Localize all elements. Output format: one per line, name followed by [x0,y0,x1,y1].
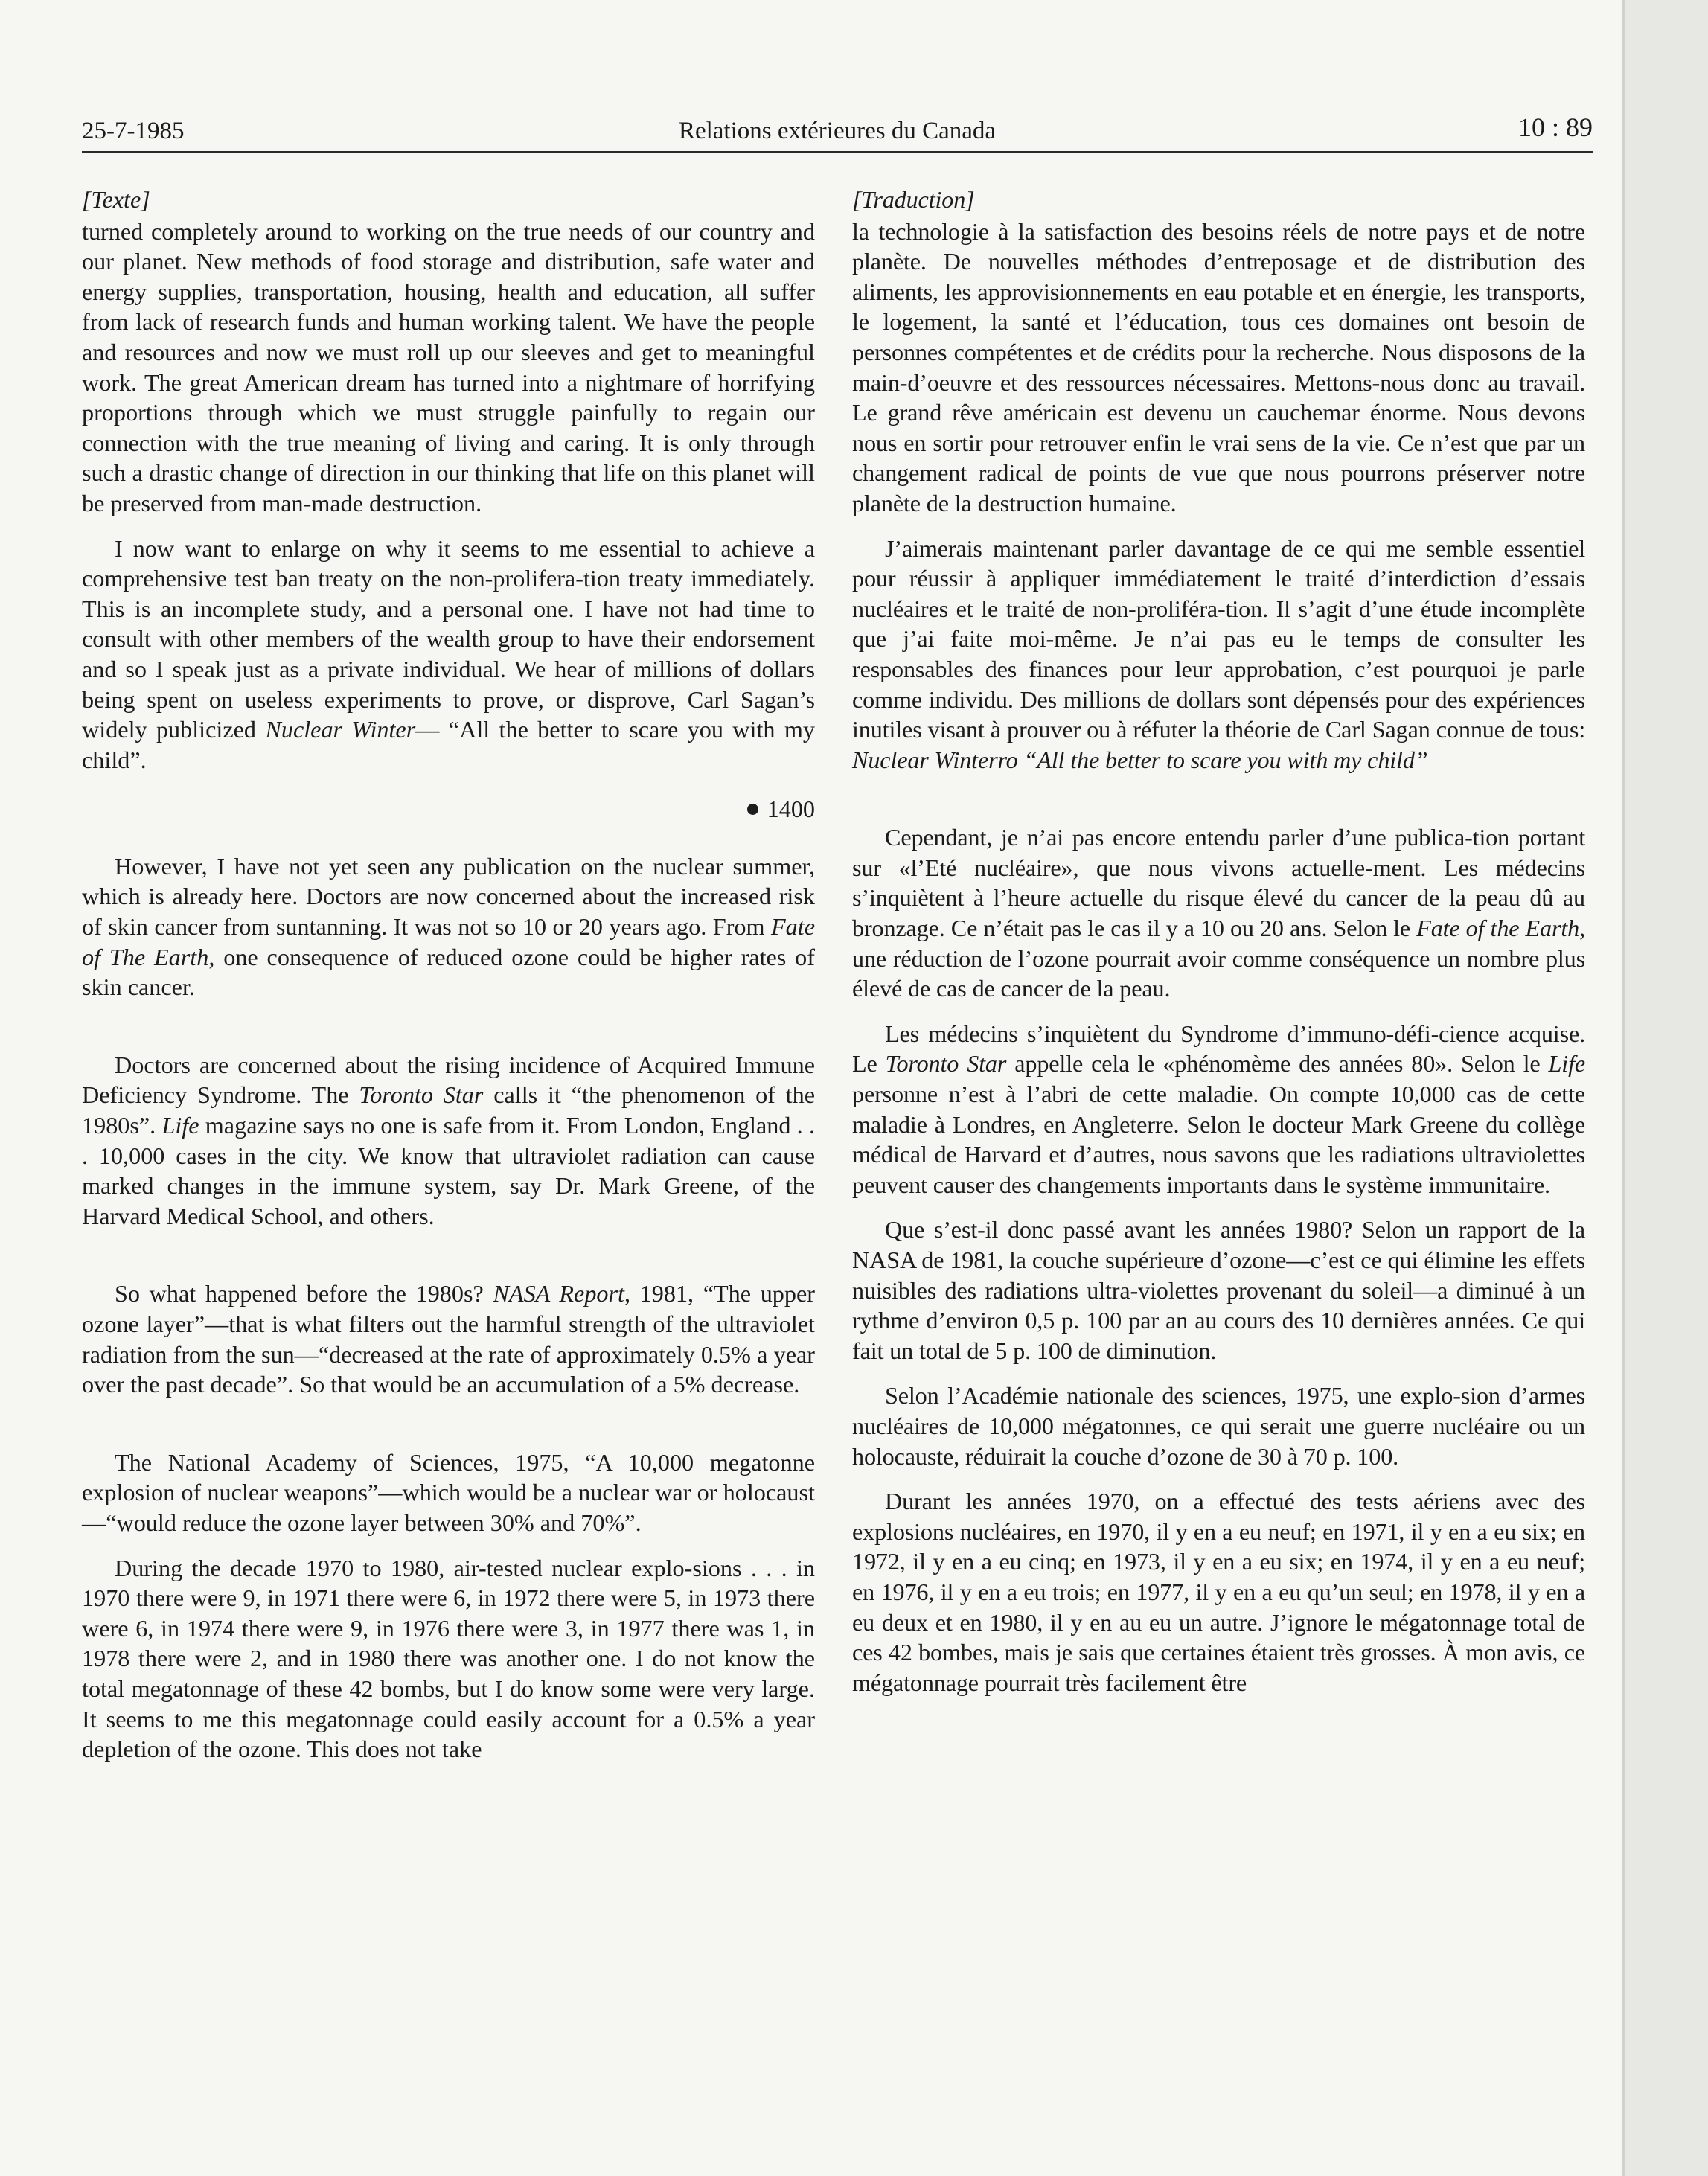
paragraph-text: , une réduction de l’ozone pourrait avoir comme conséquence un nombre plus élevé de cas de cancer de la peau. [852,915,1585,1002]
column-label-traduction: [Traduction] [852,186,975,213]
paragraph [82,534,815,775]
paragraph-text: magazine says no one is safe from it. From London, England . . . 10,000 cases in the city. We know that ultraviolet radiation can cause marked changes in the immune system, say Dr. Mark Greene, of the Harvard Medical School, and others. [82,1112,815,1229]
english-column [82,185,815,1779]
paragraph-text: , one consequence of reduced ozone could be higher rates of skin cancer. [82,943,815,1001]
paragraph: la technologie à la satisfaction des besoins réels de notre pays et de notre planète. De nouvelles méthodes d’entreposage et de distribution des aliments, les approvisionnements en eau potable et en énergie, les transports, le logement, la santé et l’éducation, tous ces domaines ont besoin de personnes compétentes et de crédits pour la recherche. Nous disposons de la main-d’oeuvre et des ressources nécessaires. Mettons-nous donc au travail. Le grand rêve américain est devenu un cauchemar énorme. Nous devons nous en sortir pour retrouver enfin le vrai sens de la vie. Ce n’est que par un changement radical de points de vue que nous pourrons préserver notre planète de la destruction humaine. [852,217,1585,516]
italic-title: Toronto Star [885,1050,1007,1078]
paragraph: turned completely around to working on the true needs of our country and our planet. New methods of food storage and distribution, safe water and energy supplies, transportation, housing, health and education, all suffer from lack of research funds and human working talent. We have the people and resources and now we must roll up our sleeves and get to meaningful work. The great American dream has turned into a nightmare of horrifying proportions through which we must struggle painfully to regain our connection with the true meaning of living and caring. It is only through such a drastic change of direction in our thinking that life on this planet will be preserved from man-made destruction. [82,217,815,516]
italic-title: Nuclear Winterro “All the better to scare you with my child” [852,746,1428,773]
italic-title: Nuclear Winter [265,716,416,743]
paragraph: The National Academy of Sciences, 1975, “A 10,000 megatonne explosion of nuclear weapons”—which would be a nuclear war or holocaust—“would reduce the ozone layer between 30% and 70%”. [82,1448,815,1536]
paragraph: Durant les années 1970, on a effectué des tests aériens avec des explosions nucléaires, en 1970, il y en a eu neuf; en 1971, il y en a eu six; en 1972, il y en a eu cinq; en 1973, il y en a eu six; en 1974, il y en a eu neuf; en 1976, il y en a eu trois; en 1977, il y en a eu qu’un seul; en 1978, il y en a eu deux et en 1980, il y en au eu un autre. J’ignore le mégatonnage total de ces 42 bombes, mais je sais que certaines étaient très grosses. À mon avis, ce mégatonnage pourrait très facilement être [852,1488,1585,1696]
paragraph-text: However, I have not yet seen any publication on the nuclear summer, which is already here. Doctors are now concerned about the increased risk of skin cancer from suntanning. It was not so 10 or 20 years ago. From [82,852,815,941]
italic-title: Life [1548,1050,1586,1078]
paragraph [82,1050,815,1232]
italic-title: Toronto Star [359,1081,484,1109]
italic-title: Fate of The Earth [82,913,815,970]
paragraph-text: J’aimerais maintenant parler davantage de ce qui me semble essentiel pour réussir à appliquer immédiatement le traité d’interdiction d’essais nucléaires et le traité de non-proliféra-tion. Il s’agit d’une étude incomplète que j’ai faite moi-même. Je n’ai pas eu le temps de consulter les responsables des finances pour leur approbation, c’est pourquoi je parle comme individu. Des millions de dollars sont dépensés pour des expériences inutiles visant à prouver ou à réfuter la théorie de Carl Sagan connue de tous: [852,534,1585,743]
paragraph-text: — “All the better to scare you with my child”. [82,716,815,773]
paragraph [852,822,1585,1004]
paragraph [82,851,815,1002]
paragraph: During the decade 1970 to 1980, air-tested nuclear explo-sions . . . in 1970 there were 9, in 1971 there were 6, in 1972 there were 5, in 1973 there were 6, in 1974 there were 9, in 1976 there were 3, in 1977 there was 1, in 1978 there were 2, and in 1980 there was another one. I do not know the total megatonnage of these 42 bombs, but I do know some were very large. It seems to me this megatonnage could easily account for a 0.5% a year depletion of the ozone. This does not take [82,1554,815,1763]
column-label-texte: [Texte] [82,186,150,213]
paragraph [82,1279,815,1399]
header-rule [82,151,1593,153]
bullet-icon [747,804,758,815]
paragraph-text: , 1981, “The upper ozone layer”—that is what filters out the harmful strength of the ultraviolet radiation from the sun—“decreased at the rate of approximately 0.5% a year over the past decade”. So that would be an accumulation of a 5% decrease. [82,1280,815,1398]
italic-title: NASA Report [493,1280,624,1308]
time-marker [82,794,815,825]
paragraph: Que s’est-il donc passé avant les années 1980? Selon un rapport de la NASA de 1981, la couche supérieure d’ozone—c’est ce qui élimine les effets nuisibles des radiations ultra-violettes provenant du soleil—a diminué à un rythme d’environ 0,5 p. 100 par an au cours des 10 dernières années. Ce qui fait un total de 5 p. 100 de diminution. [852,1216,1585,1364]
header-page-number: 10 : 89 [1517,112,1593,142]
paragraph-text: Les médecins s’inquiètent du Syndrome d’immuno-défi-cience acquise. Le [852,1020,1585,1078]
paragraph-text: Doctors are concerned about the rising incidence of Acquired Immune Deficiency Syndrome. The [82,1051,815,1109]
paragraph-text: So what happened before the 1980s? [115,1280,493,1308]
french-column [852,185,1585,1712]
paragraph-text: appelle cela le «phénomème des années 80». Selon le [1006,1050,1549,1078]
paragraph-text: calls it “the phenomenon of the 1980s”. [82,1081,815,1139]
time-marker-label: 1400 [767,796,815,823]
paragraph [852,1019,1585,1200]
header-title: Relations extérieures du Canada [678,118,997,144]
italic-title: Life [161,1112,199,1139]
page-header [82,112,1593,150]
paragraph-text: personne n’est à l’abri de cette maladie. On compte 10,000 cas de cette maladie à Londres, en Angleterre. Selon le docteur Mark Greene du collège médical de Harvard et d’autres, nous savons que les radiations ultraviolettes peuvent causer des changements importants dans le système immunitaire. [852,1081,1585,1198]
paragraph-text: Cependant, je n’ai pas encore entendu parler d’une publica-tion portant sur «l’Eté nucléaire», que nous vivons actuelle-ment. Les médecins s’inquiètent à l’heure actuelle du risque élevé du cancer de la peau dû au bronzage. Ce n’était pas le cas il y a 10 ou 20 ans. Selon le [852,824,1585,942]
paragraph-text: I now want to enlarge on why it seems to me essential to achieve a comprehensive test ban treaty on the non-prolifera-tion treaty immediately. This is an incomplete study, and a personal one. I have not had time to consult with other members of the wealth group to have their endorsement and so I speak just as a private individual. We hear of millions of dollars being spent on useless experiments to prove, or disprove, Carl Sagan’s widely publicized [82,534,815,743]
paragraph: Selon l’Académie nationale des sciences, 1975, une explo-sion d’armes nucléaires de 10,000 mégatonnes, ce qui serait une guerre nucléaire ou un holocauste, réduirait la couche d’ozone de 30 à 70 p. 100. [852,1382,1585,1470]
header-date: 25-7-1985 [82,118,185,144]
italic-title: Fate of the Earth [1416,915,1580,942]
paragraph [852,534,1585,775]
